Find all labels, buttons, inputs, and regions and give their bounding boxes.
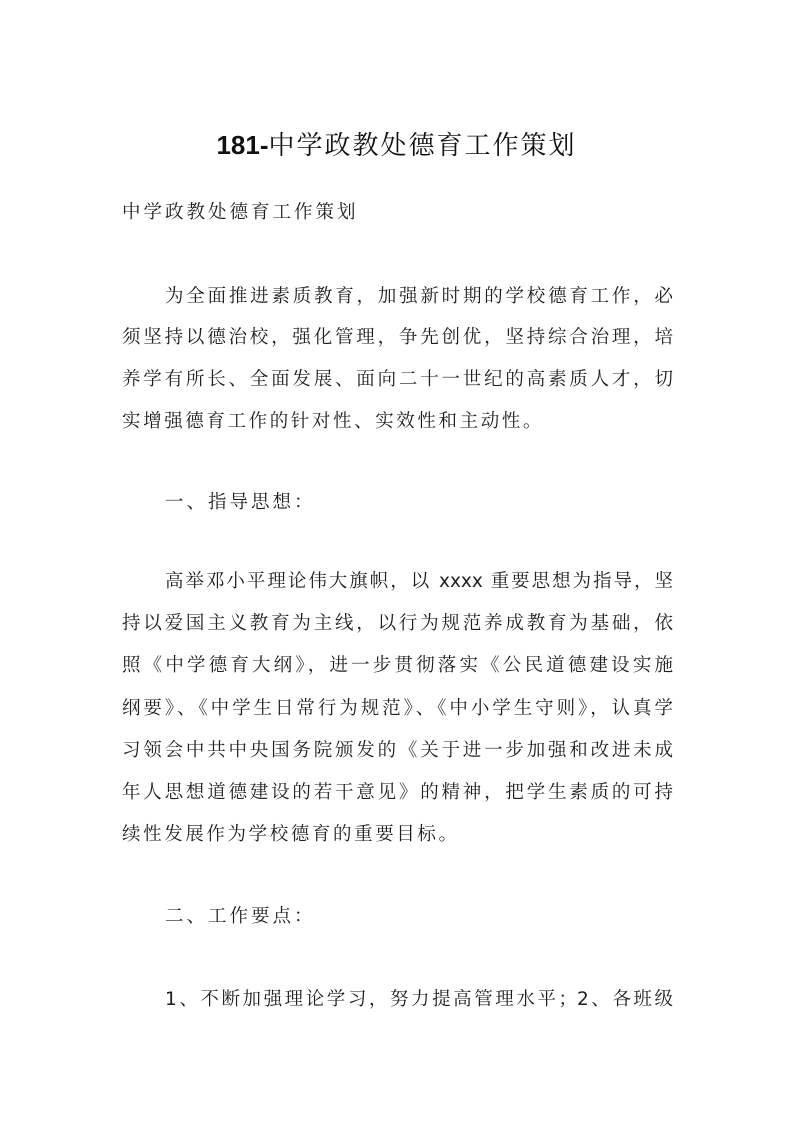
section-heading-guiding-ideology: 一、指导思想： [165,492,316,513]
section-heading-work-points: 二、工作要点： [165,906,316,927]
paragraph-line: 照《中学德育大纲》，进一步贯彻落实《公民道德建设实施 [122,655,673,676]
paragraph-line: 年人思想道德建设的若干意见》的精神，把学生素质的可持 [122,782,673,803]
paragraph-line: 习领会中共中央国务院颁发的《关于进一步加强和改进未成 [122,740,673,761]
paragraph-line: 高举邓小平理论伟大旗帜，以 xxxx 重要思想为指导，坚 [165,571,673,592]
paragraph-line: 续性发展作为学校德育的重要目标。 [122,824,460,845]
paragraph-line: 1、不断加强理论学习，努力提高管理水平；2、各班级 [165,989,673,1010]
paragraph-line: 为全面推进素质教育，加强新时期的学校德育工作，必 [165,286,673,307]
title-number: 181- [216,130,269,160]
paragraph-line: 养学有所长、全面发展、面向二十一世纪的高素质人才，切 [122,369,673,390]
paragraph-line: 纲要》、《中学生日常行为规范》、《中小学生守则》，认真学 [122,698,673,719]
document-title [0,127,793,164]
document-subtitle: 中学政教处德育工作策划 [122,202,359,223]
paragraph-line: 实增强德育工作的针对性、实效性和主动性。 [122,411,545,432]
title-text: 中学政教处德育工作策划 [268,131,577,161]
paragraph-line: 持以爱国主义教育为主线，以行为规范养成教育为基础，依 [122,613,673,634]
paragraph-line: 须坚持以德治校，强化管理，争先创优，坚持综合治理，培 [122,327,673,348]
